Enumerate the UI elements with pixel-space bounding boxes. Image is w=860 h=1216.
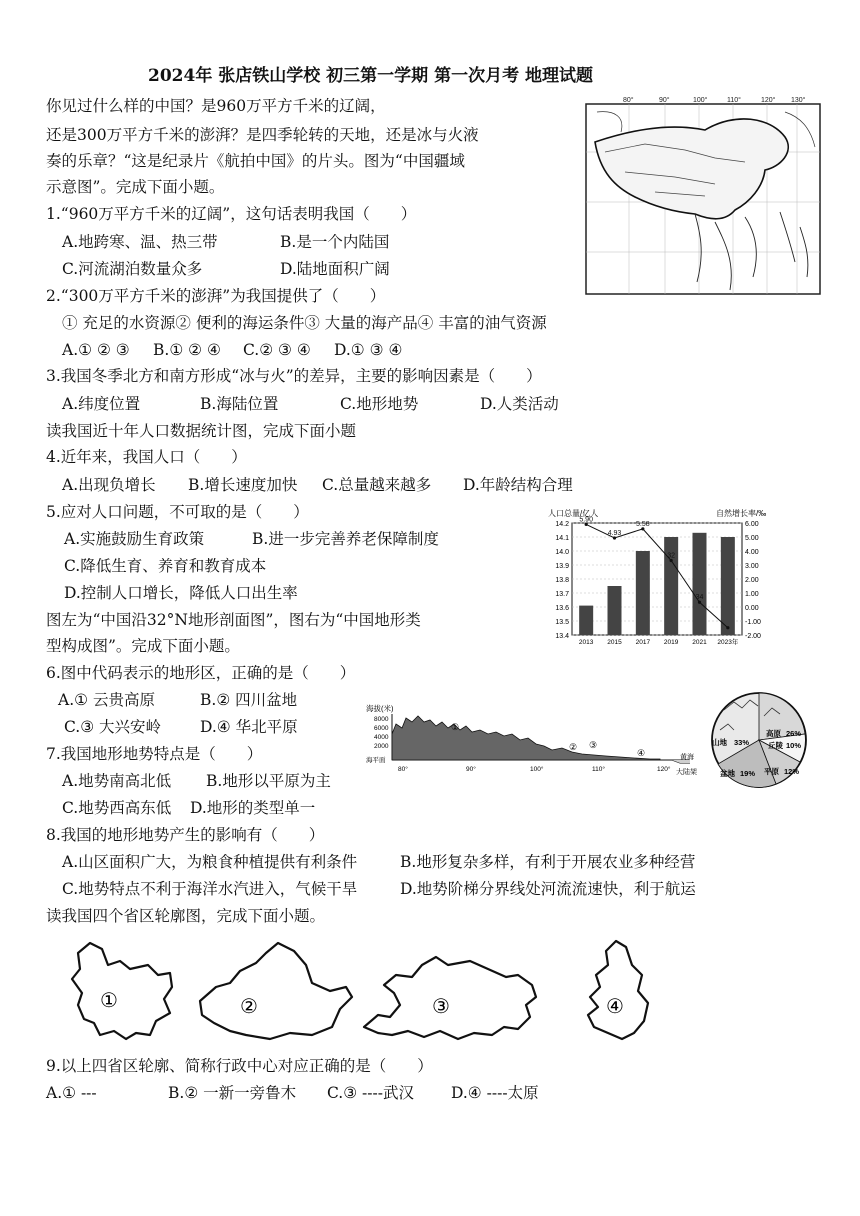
growth-rate-data-label: 32 [667, 552, 676, 560]
y2-tick-label: 1.00 [745, 591, 759, 598]
population-bar [608, 586, 622, 635]
lon-label: 100° [693, 97, 708, 104]
question-7-stem: 7.我国地形地势特点是（ ） [46, 745, 263, 763]
profile-ytick: 4000 [374, 734, 389, 741]
y-tick-label: 13.7 [555, 591, 569, 598]
y2-tick-label: -2.00 [745, 633, 761, 640]
population-bar [636, 551, 650, 635]
page-title: 2024年 张店铁山学校 初三第一学期 第一次月考 地理试题 [148, 66, 593, 86]
intro-provinces: 读我国四个省区轮廓图，完成下面小题。 [46, 907, 326, 925]
intro-line: 你见过什么样的中国？是960万平方千米的辽阔， [46, 97, 386, 115]
lon-label: 80° [623, 97, 634, 104]
x-tick-label: 2015 [607, 639, 622, 645]
pie-label: 平原 [764, 767, 779, 776]
q9-option-d[interactable]: D.④ ----太原 [451, 1084, 539, 1102]
y2-tick-label: 4.00 [745, 549, 759, 556]
china-territory-map [585, 92, 821, 295]
question-8-stem: 8.我国的地形地势产生的影响有（ ） [46, 826, 325, 844]
growth-rate-data-label: 5.90 [579, 516, 593, 524]
q7-option-a[interactable]: A.地势南高北低 [62, 772, 172, 790]
q6-option-c[interactable]: C.③ 大兴安岭 [64, 718, 162, 736]
profile-ytick: 2000 [374, 743, 389, 750]
pie-label: 10% [786, 741, 802, 750]
province-outline-4 [588, 941, 648, 1039]
profile-xtick: 80° [398, 766, 408, 773]
intro-terrain: 图左为“中国沿32°N地形剖面图”，图右为“中国地形类 [46, 611, 421, 629]
pie-label: 盆地 [720, 769, 735, 778]
q2-option-c[interactable]: C.② ③ ④ [243, 341, 311, 359]
y2-tick-label: 2.00 [745, 577, 759, 584]
profile-xtick: 100° [530, 766, 544, 773]
question-4-stem: 4.近年来，我国人口（ ） [46, 448, 247, 466]
province-label-4: ④ [606, 996, 624, 1018]
profile-ylabel: 海拔(米) [366, 704, 394, 713]
q4-option-c[interactable]: C.总量越来越多 [322, 476, 432, 494]
profile-ytick: 8000 [374, 716, 389, 723]
x-tick-label: 2023年 [717, 639, 739, 645]
profile-marker-4: ④ [637, 748, 646, 758]
intro-population: 读我国近十年人口数据统计图，完成下面小题 [46, 422, 357, 440]
q2-option-b[interactable]: B.① ② ④ [153, 341, 221, 359]
q4-option-a[interactable]: A.出现负增长 [62, 476, 156, 494]
q7-option-b[interactable]: B.地形以平原为主 [206, 772, 331, 790]
q3-option-b[interactable]: B.海陆位置 [200, 395, 279, 413]
pie-label: 12% [784, 767, 800, 776]
q5-option-c[interactable]: C.降低生育、养育和教育成本 [64, 557, 267, 575]
q4-option-d[interactable]: D.年龄结构合理 [463, 476, 573, 494]
q9-option-b[interactable]: B.② 一新一旁鲁木 [168, 1084, 297, 1102]
y2-tick-label: 0.00 [745, 605, 759, 612]
lon-label: 90° [659, 97, 670, 104]
q1-option-a[interactable]: A.地跨寒、温、热三带 [62, 233, 218, 251]
pie-label: 19% [740, 769, 756, 778]
province-outline-3 [364, 957, 536, 1039]
q6-option-a[interactable]: A.① 云贵高原 [58, 691, 155, 709]
y-tick-label: 14.1 [555, 535, 569, 542]
growth-rate-line [586, 524, 728, 627]
q5-option-d[interactable]: D.控制人口增长，降低人口出生率 [64, 584, 298, 602]
y-tick-label: 13.8 [555, 577, 569, 584]
terrain-type-pie [704, 690, 814, 790]
q1-option-c[interactable]: C.河流湖泊数量众多 [62, 260, 203, 278]
y-tick-label: 14.0 [555, 549, 569, 556]
intro-line: 还是300万平方千米的澎湃？是四季轮转的天地，还是冰与火液 [46, 126, 479, 144]
q2-option-d[interactable]: D.① ③ ④ [334, 341, 403, 359]
q1-option-d[interactable]: D.陆地面积广阔 [280, 260, 390, 278]
population-bar [693, 533, 707, 635]
q7-option-d[interactable]: D.地形的类型单一 [190, 799, 316, 817]
q7-option-c[interactable]: C.地势西高东低 [62, 799, 172, 817]
profile-shelf-label: 大陆架 [676, 769, 697, 776]
profile-marker-3: ③ [589, 740, 598, 750]
province-outlines [60, 935, 700, 1045]
q1-option-b[interactable]: B.是一个内陆国 [280, 233, 390, 251]
profile-ytick: 海平面 [366, 757, 386, 764]
y-tick-label: 13.6 [555, 605, 569, 612]
pie-label: 26% [786, 729, 802, 738]
chart-ylabel: 人口总量/亿人 [548, 509, 599, 518]
pie-label: 山地 [712, 738, 727, 747]
lon-label: 130° [791, 97, 806, 104]
chart-y2label: 自然增长率/‰ [716, 509, 767, 518]
q9-option-c[interactable]: C.③ ----武汉 [327, 1084, 415, 1102]
q8-option-a[interactable]: A.山区面积广大，为粮食种植提供有利条件 [62, 853, 358, 871]
q5-option-b[interactable]: B.进一步完善养老保障制度 [252, 530, 439, 548]
y2-tick-label: 6.00 [745, 521, 759, 528]
pie-label: 高原 [766, 729, 781, 738]
y-tick-label: 13.5 [555, 619, 569, 626]
question-9-stem: 9.以上四省区轮廓、简称行政中心对应正确的是（ ） [46, 1057, 433, 1075]
profile-ytick: 6000 [374, 725, 389, 732]
growth-rate-point [726, 626, 729, 629]
question-1-stem: 1.“960万平方千米的辽阔”，这句话表明我国（ ） [46, 205, 417, 223]
population-bar [721, 537, 735, 635]
q6-option-b[interactable]: B.② 四川盆地 [200, 691, 298, 709]
province-label-1: ① [100, 990, 118, 1012]
question-2-stem: 2.“300万平方千米的澎湃”为我国提供了（ ） [46, 287, 386, 305]
population-bar [579, 606, 593, 635]
question-6-stem: 6.图中代码表示的地形区，正确的是（ ） [46, 664, 356, 682]
q2-option-a[interactable]: A.① ② ③ [62, 341, 130, 359]
pie-label: 丘陵 [768, 741, 783, 750]
terrain-profile-chart [350, 700, 702, 780]
profile-xtick: 120° [657, 766, 671, 773]
profile-sea-label: 黄海 [680, 754, 694, 761]
y-tick-label: 13.4 [555, 633, 569, 640]
province-label-3: ③ [432, 996, 450, 1018]
y2-tick-label: 3.00 [745, 563, 759, 570]
x-tick-label: 2021 [692, 639, 707, 645]
intro-line: 奏的乐章？“这是纪录片《航拍中国》的片头。图为“中国疆域 [46, 152, 465, 170]
q3-option-c[interactable]: C.地形地势 [340, 395, 419, 413]
x-tick-label: 2019 [663, 639, 679, 645]
y-tick-label: 14.2 [555, 521, 569, 528]
profile-xtick: 110° [592, 766, 605, 773]
q2-items: ① 充足的水资源② 便利的海运条件③ 大量的海产品④ 丰富的油气资源 [62, 314, 547, 332]
province-outline-1 [72, 943, 172, 1039]
profile-marker-1: ① [451, 722, 460, 732]
y2-tick-label: -1.00 [745, 619, 761, 626]
lon-label: 110° [727, 97, 741, 104]
province-outline-2 [200, 943, 352, 1039]
q5-option-a[interactable]: A.实施鼓励生育政策 [64, 530, 205, 548]
q8-option-b[interactable]: B.地形复杂多样，有利于开展农业多种经营 [400, 853, 696, 871]
profile-xtick: 90° [466, 766, 476, 773]
growth-rate-data-label: 4.93 [607, 529, 622, 537]
question-5-stem: 5.应对人口问题，不可取的是（ ） [46, 503, 309, 521]
population-chart [538, 505, 778, 645]
x-tick-label: 2013 [578, 639, 594, 645]
y-tick-label: 13.9 [555, 563, 569, 570]
q8-option-d[interactable]: D.地势阶梯分界线处河流流速快，利于航运 [400, 880, 696, 898]
growth-rate-data-label: 34 [695, 594, 704, 602]
q3-option-d[interactable]: D.人类活动 [480, 395, 559, 413]
q6-option-d[interactable]: D.④ 华北平原 [200, 718, 298, 736]
question-3-stem: 3.我国冬季北方和南方形成“冰与火”的差异，主要的影响因素是（ ） [46, 367, 542, 385]
province-label-2: ② [240, 996, 258, 1018]
pie-label: 33% [734, 738, 750, 747]
q4-option-b[interactable]: B.增长速度加快 [188, 476, 298, 494]
q3-option-a[interactable]: A.纬度位置 [62, 395, 141, 413]
profile-marker-2: ② [569, 742, 578, 752]
x-tick-label: 2017 [635, 639, 651, 645]
lon-label: 120° [761, 97, 776, 104]
y2-tick-label: 5.00 [745, 535, 759, 542]
intro-line: 示意图”。完成下面小题。 [46, 178, 225, 196]
q9-option-a[interactable]: A.① --- [46, 1084, 97, 1102]
q8-option-c[interactable]: C.地势特点不利于海洋水汽进入，气候干旱 [62, 880, 358, 898]
growth-rate-data-label: 5.58 [636, 520, 650, 528]
intro-terrain: 型构成图”。完成下面小题。 [46, 637, 240, 655]
